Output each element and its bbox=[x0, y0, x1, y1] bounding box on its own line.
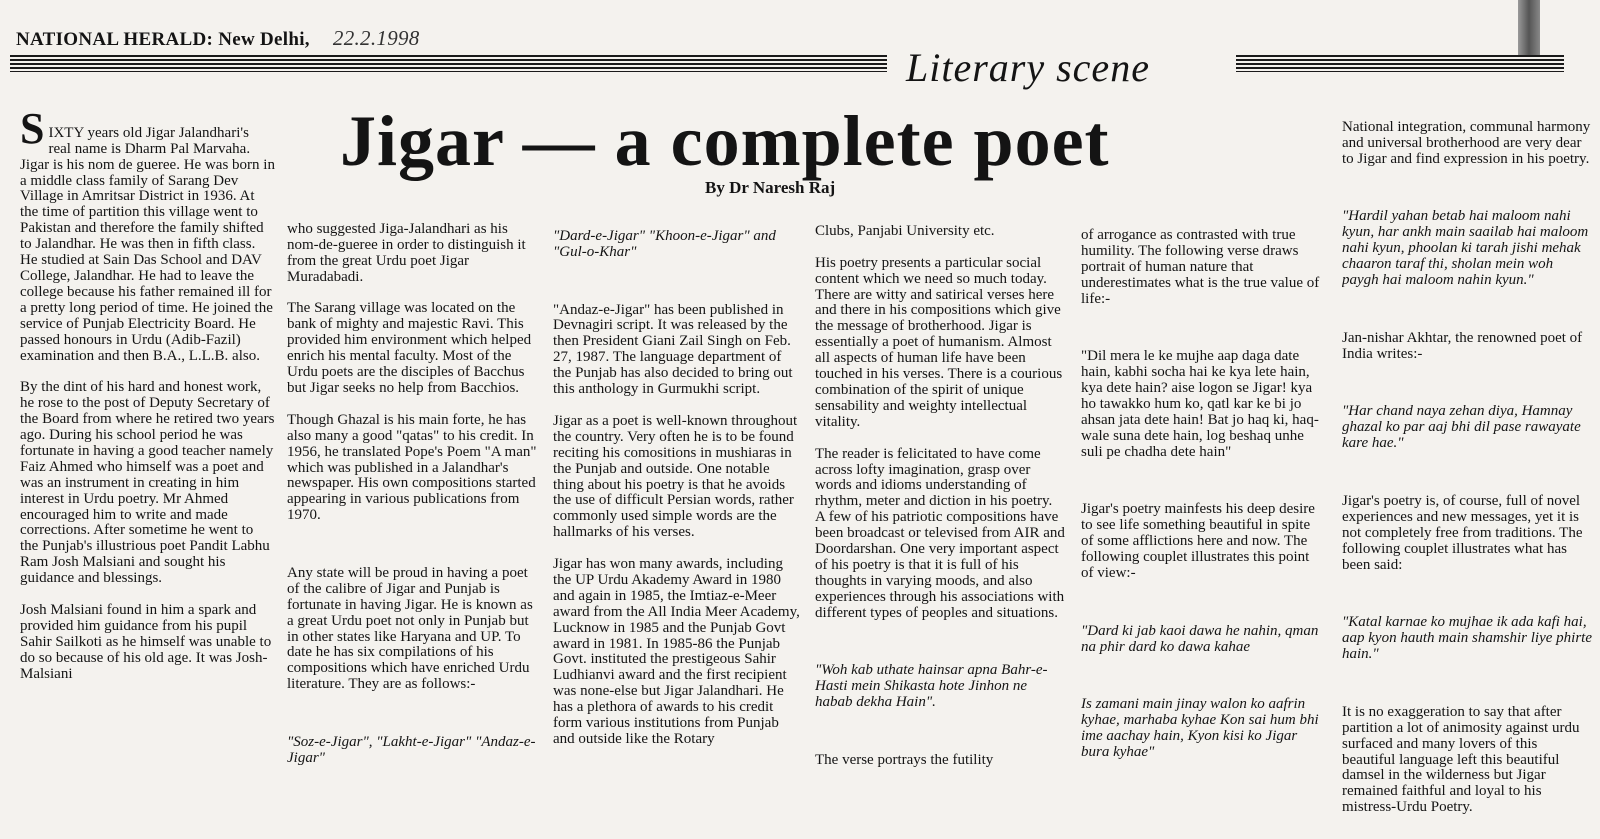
column-5 bbox=[1081, 212, 1321, 815]
paragraph: Though Ghazal is his main forte, he has also many a good "qatas" to his credit. In 1956, he translated Pope's Poem "A man" which was published in a Jalandhar's newspaper. His own compositions started appearing in various publications from 1970. bbox=[287, 411, 537, 524]
paragraph: IXTY years old Jigar Jalandhari's real name is Dharm Pal Marvaha. Jigar is his nom de gueree. He was born in a middle class family of Sarang Dev Village in Amritsar District in 1936. At the time of partition this village went to Pakistan and therefore the family shifted to Jalandhar. He was then in fifth class. He studied at Sain Das School and DAV College, Jalandhar. He had to leave the college because his father remained ill for a pretty long period of time. He joined the service of Punjab Electricity Board. He passed honours in Urdu (Adib-Fazil) examination and then B.A., L.L.B. also. bbox=[20, 124, 275, 364]
verse: "Dard ki jab kaoi dawa he nahin, qman na phir dard ko dawa kahae bbox=[1081, 622, 1319, 655]
header-rule-left bbox=[10, 55, 887, 72]
paragraph: Jigar's poetry mainfests his deep desire to see life something beautiful in spite of some afflictions here and now. The following couplet illustrates this point of view:- bbox=[1081, 501, 1315, 582]
paragraph: His poetry presents a particular social content which we need so much today. There are witty and satirical verses here and there in his compositions which give the message of brotherhood. Jigar is essentially a poet of humanism. Almost all aspects of human life have been touched in his verses. There is a courious combination of the spirit of unique sensability and weighty intellectual vitality. bbox=[815, 254, 1063, 430]
column-1 bbox=[20, 94, 275, 824]
column-2 bbox=[287, 206, 537, 816]
masthead-city: New Delhi, bbox=[218, 29, 310, 50]
paragraph: "Andaz-e-Jigar" has been published in Devnagiri script. It was released by the then President Giani Zail Singh on Feb. 27, 1987. The language department of the Punjab has also decided to bring out this anthology in Gurmukhi script. bbox=[553, 301, 793, 398]
paragraph: National integration, communal harmony and universal brotherhood are very dear to Jigar and find expression in his poetry. bbox=[1342, 118, 1591, 167]
paragraph: Jigar's poetry is, of course, full of novel experiences and new messages, yet it is not completely free from traditions. The following couplet illustrates what has been said: bbox=[1342, 492, 1583, 573]
paragraph: The verse portrays the futility bbox=[815, 751, 994, 768]
masthead bbox=[16, 26, 420, 51]
book-list: "Soz-e-Jigar", "Lakht-e-Jigar" "Andaz-e-Jigar" bbox=[287, 734, 536, 766]
paragraph: Jigar has won many awards, including the UP Urdu Akademy Award in 1980 and again in 1985, the Imtiaz-e-Meer award from the All India Meer Academy, Lucknow in 1985 and the Punjab Govt award in 1981. In 1985-86 the Punjab Govt. instituted the prestigeous Sahir Ludhianvi award and the first recipient was none-else but Jigar Jalandhari. He has a plethora of awards to his credit form various institutions from Punjab and outside like the Rotary bbox=[553, 556, 800, 747]
paragraph: Any state will be proud in having a poet of the calibre of Jigar and Punjab is fortunate in having Jigar. He is known as a great Urdu poet not only in Punjab but in other states like Haryana and UP. To date he has six compilations of his compositions which have enriched Urdu literature. They are as follows:- bbox=[287, 564, 533, 693]
paragraph: Josh Malsiani found in him a spark and provided him guidance from his pupil Sahir Sailkoti as he himself was unable to do so because of his old age. It was Josh-Malsiani bbox=[20, 602, 272, 682]
headline: Jigar — a complete poet bbox=[340, 101, 1110, 181]
paragraph: who suggested Jiga-Jalandhari as his nom-de-gueree in order to distinguish it from the great Urdu poet Jigar Muradabadi. bbox=[287, 220, 526, 285]
verse: Is zamani main jinay walon ko aafrin kyhae, marhaba kyhae Kon sai hum bhi ime aachay hain, Kyon kisi ko Jigar bura kyhae" bbox=[1081, 696, 1319, 761]
header-rule-right bbox=[1236, 55, 1564, 72]
verse: "Hardil yahan betab hai maloom nahi kyun, har ankh main saailab hai maloom nahi kyun, phoolan ki tarah jishi mehak chaaron taraf thi, sholan mein woh paygh hai maloom nahin kyun." bbox=[1342, 208, 1589, 289]
column-3 bbox=[553, 213, 803, 815]
drop-cap: S bbox=[20, 103, 45, 153]
paragraph: Clubs, Panjabi University etc. bbox=[815, 222, 995, 239]
book-list: "Dard-e-Jigar" "Khoon-e-Jigar" and "Gul-o-Khar" bbox=[553, 227, 776, 260]
paragraph: of arrogance as contrasted with true humility. The following verse draws portrait of human nature that underestimates what is the true value of life:- bbox=[1081, 226, 1320, 307]
section-title: Literary scene bbox=[906, 45, 1150, 90]
verse: "Katal karnae ko mujhae ik ada kafi hai, aap kyon hauth main shamshir liye phirte hain." bbox=[1342, 614, 1592, 663]
column-4 bbox=[815, 208, 1065, 815]
verse: "Woh kab uthate hainsar apna Bahr-e-Hasti mein Shikasta hote Jinhon ne habab dekha Hain". bbox=[815, 662, 1048, 711]
paragraph: By the dint of his hard and honest work, he rose to the post of Deputy Secretary of the Board from where he retired two years ago. During his school period he was fortunate in having a good teacher namely Faiz Ahmed who himself was a poet and was an instrument in creating in him interest in Urdu poetry. Mr Ahmed encouraged him to write and made corrections. After sometime he went to the Punjab's illustrious poet Pandit Labhu Ram Josh Malsiani and sought his guidance and blessings. bbox=[20, 379, 275, 587]
handwritten-date: 22.2.1998 bbox=[332, 26, 420, 50]
verse: "Har chand naya zehan diya, Hamnay ghazal ko par aaj bhi dil pase rawayate kare hae." bbox=[1342, 403, 1581, 452]
column-6 bbox=[1342, 104, 1592, 824]
paragraph: The reader is felicitated to have come across lofty imagination, grasp over words and idioms understanding of rhythm, meter and diction in his poetry. A few of his patriotic compositions have been broadcast or televised from AIR and Doordarshan. One very important aspect of his poetry is that it is full of his thoughts in varying moods, and also experiences through his associations with different types of peoples and situations. bbox=[815, 445, 1065, 621]
newspaper-name: NATIONAL HERALD: bbox=[16, 29, 214, 50]
byline: By Dr Naresh Raj bbox=[705, 178, 836, 197]
paragraph: It is no exaggeration to say that after partition a lot of animosity against urdu surfaced and many lovers of this beautiful language left this beautiful damsel in the wilderness but Jigar remained faithful and loyal to his mistress-Urdu Poetry. bbox=[1342, 703, 1580, 816]
paragraph: The Sarang village was located on the bank of mighty and majestic Ravi. This provided him environment which helped enrich his mental faculty. Most of the Urdu poets are the disciples of Bacchus but Jigar seeks no help from Bacchios. bbox=[287, 300, 532, 396]
paragraph: Jan-nishar Akhtar, the renowned poet of India writes:- bbox=[1342, 329, 1583, 362]
paragraph: Jigar as a poet is well-known throughout the country. Very often he is to be found reciting his comositions in mushiaras in the Punjab and outside. One notable thing about his poetry is that he avoids the use of difficult Persian words, rather commonly used simple words are the hallmarks of his verses. bbox=[553, 412, 798, 541]
scanner-edge-bar bbox=[1518, 0, 1540, 56]
verse: "Dil mera le ke mujhe aap daga date hain, kabhi socha hai ke kya lete hain, kya dete hain? aise logon se Jigar! kya ho tawakko hum ko, qatl kar ke bi jo ahsan jata dete hain! Bat jo haq ki, haq-wale suna dete hain, log beshaq unhe suli pe chadha dete hain" bbox=[1081, 348, 1319, 460]
